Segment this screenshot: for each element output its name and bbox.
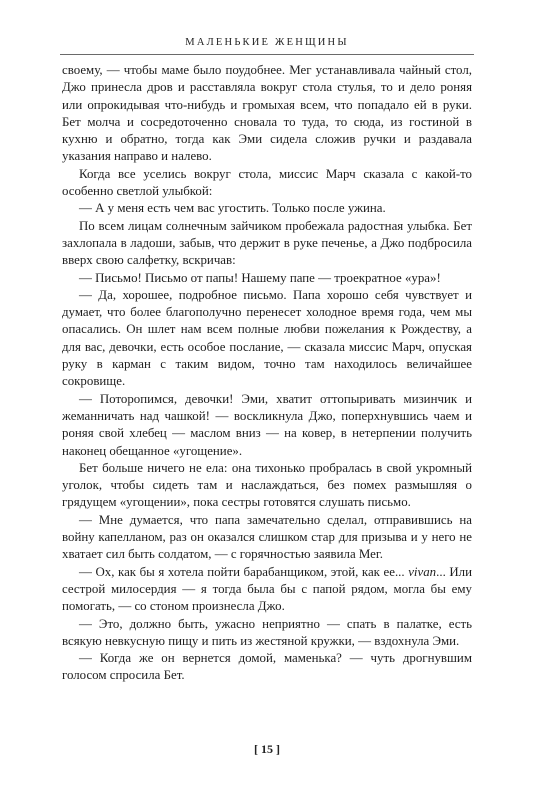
page-number: [ 15 ]: [254, 742, 280, 756]
paragraph: Когда все уселись вокруг стола, миссис Марч сказала с какой-то особенно светлой улыбкой:: [62, 166, 472, 199]
paragraph: — Поторопимся, девочки! Эми, хватит оттопыривать мизинчик и жеманничать над чашкой! — воскликнула Джо, поперхнувшись чаем и роняя свой хлебец — маслом вниз — на ковер, в нетерпении получить наконец обещанное «угощение».: [62, 391, 472, 458]
paragraph-lead: — Ох, как бы я хотела пойти барабанщиком, этой, как ее...: [79, 564, 405, 579]
paragraph: — Когда же он вернется домой, маменька? — чуть дрогнувшим голосом спросила Бет.: [62, 651, 472, 683]
paragraph-rest: ... Или сестрой милосердия — я тогда была бы с папой рядом, могла бы ему помогать, — со стоном произнесла Джо.: [62, 564, 473, 614]
paragraph: — А у меня есть чем вас угостить. Только после ужина.: [79, 201, 386, 216]
italic-word: vivan: [408, 564, 437, 579]
paragraph: — Да, хорошее, подробное письмо. Папа хорошо себя чувствует и думает, что более благополучно перенесет холодное время года, чем мы опасались. Он шлет нам всем полные любви пожелания к Рождеству, а для вас, девочки, есть особое послание, — сказала миссис Марч, опуская руку в карман с таким видом, точно там находилось величайшее сокровище.: [62, 287, 472, 389]
header-rule: [60, 54, 474, 55]
paragraph: По всем лицам солнечным зайчиком пробежала радостная улыбка. Бет захлопала в ладоши, забыв, что держит в руке печенье, а Джо подбросила вверх свою салфетку, вскричав:: [62, 218, 472, 268]
page-body: [62, 62, 472, 685]
paragraph: [62, 564, 472, 616]
paragraph: — Мне думается, что папа замечательно сделал, отправившись на войну капелланом, раз он оказался слишком стар для призыва и у него не хватает сил быть солдатом, — с горячностью заявила Мег.: [62, 512, 472, 562]
running-head: МАЛЕНЬКИЕ ЖЕНЩИНЫ: [185, 37, 349, 48]
paragraph: — Письмо! Письмо от папы! Нашему папе — троекратное «ура»!: [79, 270, 441, 285]
paragraph: — Это, должно быть, ужасно неприятно — спать в палатке, есть всякую невкусную пищу и пить из жестяной кружки, — вздохнула Эми.: [62, 616, 472, 648]
paragraph: своему, — чтобы маме было поудобнее. Мег устанавливала чайный стол, Джо принесла дров и расставляла вокруг стола стулья, то и дело роняя или опрокидывая что-нибудь и громыхая всем, что попадало ей в руки. Бет молча и сосредоточенно сновала то туда, то сюда, из гостиной в кухню и обратно, тогда как Эми сидела сложив ручки и раздавала указания направо и налево.: [62, 63, 472, 164]
paragraph: Бет больше ничего не ела: она тихонько пробралась в свой укромный уголок, чтобы сидеть там и наслаждаться, без помех размышляя о грядущем «угощении», пока сестры готовятся слушать письмо.: [62, 460, 472, 510]
